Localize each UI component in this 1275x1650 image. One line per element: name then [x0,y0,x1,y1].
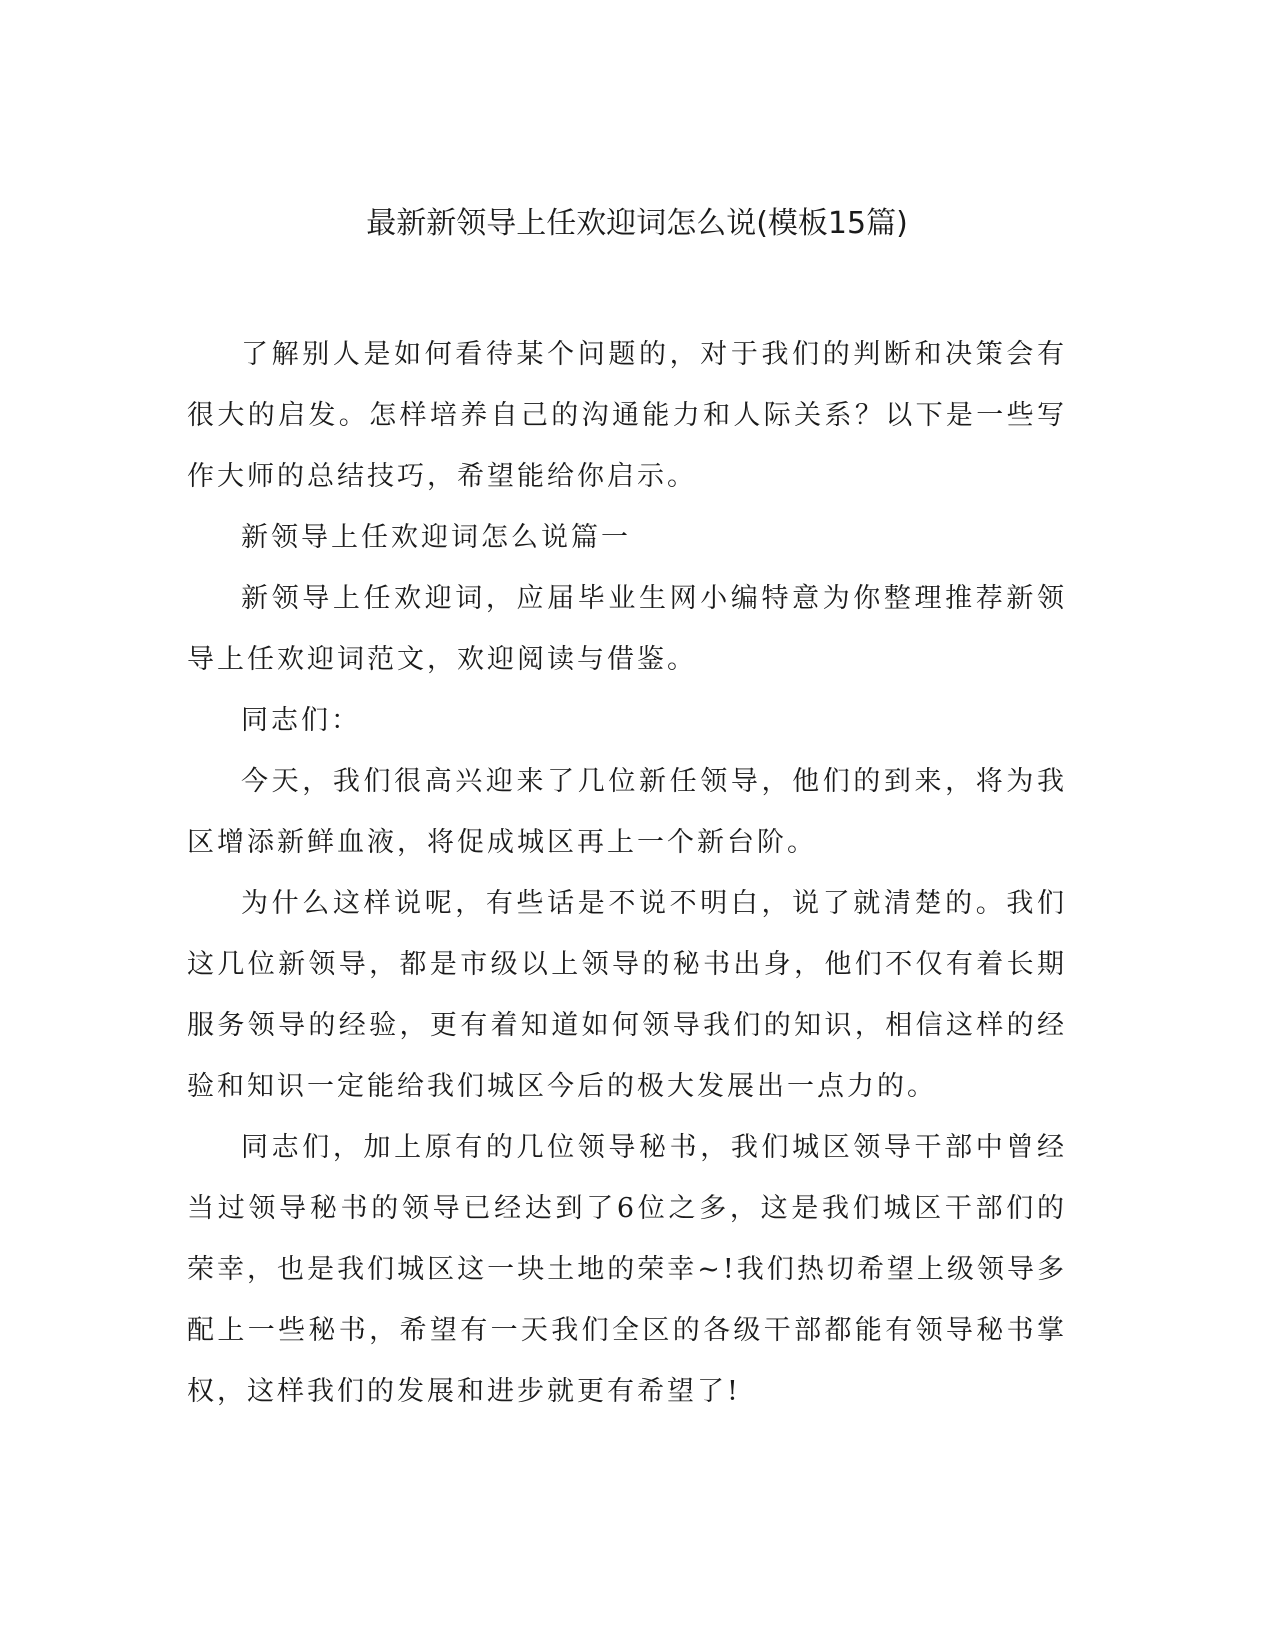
paragraph-welcome: 今天，我们很高兴迎来了几位新任领导，他们的到来，将为我区增添新鲜血液，将促成城区再上一个新台阶。 [187,766,1067,858]
document-body [187,324,1067,1422]
section-heading: 新领导上任欢迎词怎么说篇一 [241,522,631,553]
paragraph-closing: 同志们，加上原有的几位领导秘书，我们城区领导干部中曾经当过领导秘书的领导已经达到了6位之多，这是我们城区干部们的荣幸，也是我们城区这一块土地的荣幸~!我们热切希望上级领导多配上一些秘书，希望有一天我们全区的各级干部都能有领导秘书掌权，这样我们的发展和进步就更有希望了! [187,1132,1067,1407]
document-title: 最新新领导上任欢迎词怎么说(模板15篇) [366,206,908,241]
paragraph-intro: 了解别人是如何看待某个问题的，对于我们的判断和决策会有很大的启发。怎样培养自己的沟通能力和人际关系？以下是一些写作大师的总结技巧，希望能给你启示。 [187,339,1067,492]
paragraph-explanation: 为什么这样说呢，有些话是不说不明白，说了就清楚的。我们这几位新领导，都是市级以上领导的秘书出身，他们不仅有着长期服务领导的经验，更有着知道如何领导我们的知识，相信这样的经验和知识一定能给我们城区今后的极大发展出一点力的。 [187,888,1067,1102]
paragraph-greeting: 同志们： [241,705,361,736]
paragraph-editor-note: 新领导上任欢迎词，应届毕业生网小编特意为你整理推荐新领导上任欢迎词范文，欢迎阅读与借鉴。 [187,583,1067,675]
